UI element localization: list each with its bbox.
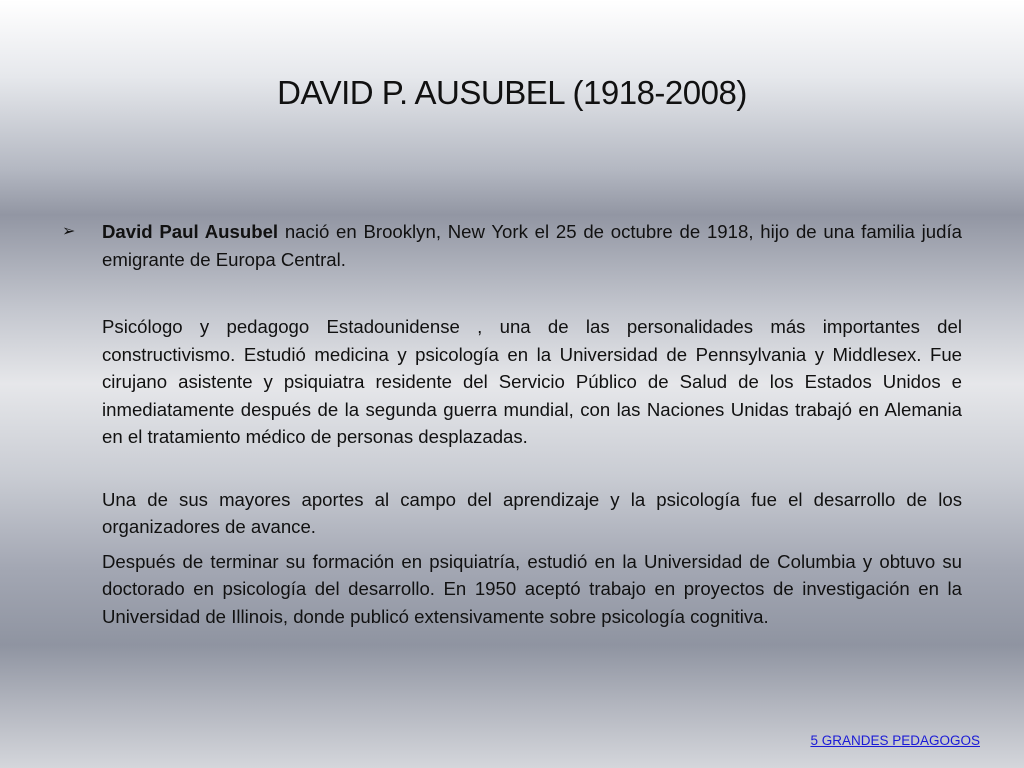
arrow-bullet-icon: ➢ — [62, 223, 76, 240]
bullet-text — [102, 218, 962, 273]
slide-content — [62, 218, 962, 630]
bullet-bold-name: David Paul Ausubel — [102, 221, 279, 242]
paragraph-career: Después de terminar su formación en psiquiatría, estudió en la Universidad de Columbia y obtuvo su doctorado en psicología del desarrollo. En 1950 aceptó trabajo en proyectos de investigación en la Universidad de Illinois, donde publicó extensivamente sobre psicología cognitiva. — [102, 550, 962, 627]
slide-title: DAVID P. AUSUBEL (1918-2008) — [277, 74, 747, 111]
bullet-rest-text: nació en Brooklyn, New York el 25 de octubre de 1918, hijo de una familia judía emigrante de Europa Central. — [102, 221, 962, 270]
paragraph-biography: Psicólogo y pedagogo Estadounidense , una de las personalidades más importantes del constructivismo. Estudió medicina y psicología en la Universidad de Pennsylvania y Middlesex. Fue cirujano asistente y psiquiatra residente del Servicio Público de Salud de los Estados Unidos e inmediatamente después de la segunda guerra mundial, con las Naciones Unidas trabajó en Alemania en el tratamiento médico de personas desplazadas. — [102, 316, 962, 447]
paragraph-contribution: Una de sus mayores aportes al campo del aprendizaje y la psicología fue el desarrollo de los organizadores de avance. — [102, 488, 962, 537]
bullet-item — [62, 218, 962, 273]
footer-link-pedagogos[interactable]: 5 GRANDES PEDAGOGOS — [810, 733, 980, 748]
